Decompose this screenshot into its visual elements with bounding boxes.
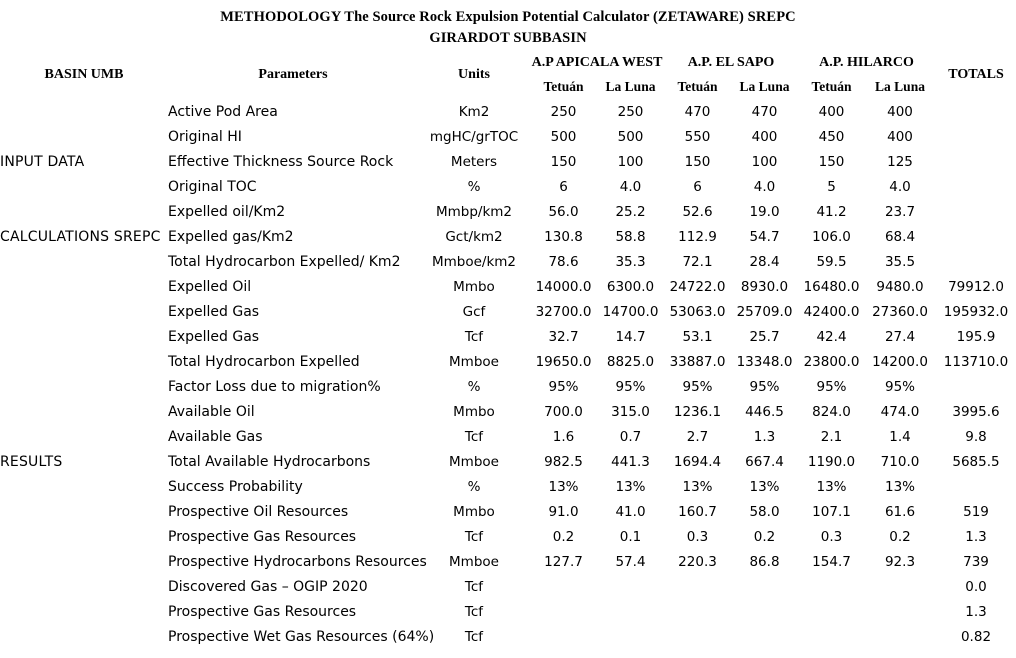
cell-elsapo-tetuan: 72.1 — [682, 253, 713, 270]
column-header-basin-umb: BASIN UMB — [44, 67, 124, 82]
cell-elsapo-laluna: 13% — [749, 478, 780, 495]
table-row — [0, 624, 1016, 649]
parameter-label: Expelled Gas — [168, 328, 260, 345]
cell-total: 3995.6 — [952, 403, 1000, 420]
units-label: Gcf — [462, 303, 486, 320]
cell-elsapo-tetuan: 220.3 — [678, 553, 717, 570]
cell-total: 79912.0 — [948, 278, 1004, 295]
table-row — [0, 374, 1016, 399]
parameter-label: Total Hydrocarbon Expelled/ Km2 — [168, 253, 401, 270]
cell-apicala-tetuan: 95% — [548, 378, 579, 395]
table-row — [0, 124, 1016, 149]
cell-apicala-tetuan — [530, 624, 597, 649]
table-row — [0, 324, 1016, 349]
cell-elsapo-laluna — [731, 624, 798, 649]
cell-apicala-tetuan: 32700.0 — [535, 303, 592, 320]
cell-total: 0.0 — [965, 578, 987, 595]
table-row — [0, 149, 1016, 174]
parameter-label: Total Hydrocarbon Expelled — [168, 353, 360, 370]
section-label — [0, 199, 168, 224]
cell-hilarco-laluna: 0.2 — [889, 528, 911, 545]
section-label: CALCULATIONS SREPC — [0, 228, 161, 245]
table-row — [0, 424, 1016, 449]
parameter-label: Success Probability — [168, 478, 303, 495]
units-label: % — [467, 478, 481, 495]
cell-elsapo-laluna: 19.0 — [749, 203, 780, 220]
page-title: METHODOLOGY The Source Rock Expulsion Potential Calculator (ZETAWARE) SREPC — [220, 9, 796, 25]
cell-apicala-tetuan: 19650.0 — [535, 353, 592, 370]
subcolumn-header-elsapo-laluna: La Luna — [739, 79, 790, 94]
table-row — [0, 599, 1016, 624]
cell-hilarco-tetuan — [798, 574, 865, 599]
cell-apicala-laluna: 8825.0 — [606, 353, 655, 370]
srepc-data-table — [0, 51, 1016, 649]
cell-apicala-laluna: 250 — [617, 103, 644, 120]
section-label — [0, 474, 168, 499]
cell-apicala-tetuan — [530, 574, 597, 599]
cell-hilarco-laluna: 35.5 — [884, 253, 916, 270]
cell-elsapo-laluna: 100 — [751, 153, 778, 170]
section-label — [0, 574, 168, 599]
cell-apicala-laluna: 0.7 — [619, 428, 642, 445]
cell-elsapo-laluna: 86.8 — [749, 553, 780, 570]
cell-hilarco-laluna: 400 — [887, 128, 913, 145]
parameter-label: Expelled Oil — [168, 278, 252, 295]
units-label: Tcf — [464, 578, 484, 595]
cell-hilarco-tetuan: 59.5 — [816, 253, 847, 270]
cell-apicala-tetuan: 14000.0 — [535, 278, 592, 295]
cell-hilarco-tetuan — [798, 624, 865, 649]
table-row — [0, 349, 1016, 374]
cell-hilarco-tetuan: 150 — [818, 153, 845, 170]
cell-total — [935, 99, 1016, 124]
parameter-label: Discovered Gas – OGIP 2020 — [168, 578, 368, 595]
subcolumn-header-hilarco-laluna: La Luna — [875, 79, 925, 94]
table-row — [0, 524, 1016, 549]
cell-apicala-laluna: 0.1 — [619, 528, 642, 545]
cell-hilarco-tetuan: 1190.0 — [807, 453, 856, 470]
cell-hilarco-laluna — [865, 599, 935, 624]
cell-apicala-laluna: 100 — [617, 153, 644, 170]
cell-elsapo-tetuan: 470 — [684, 103, 711, 120]
section-label — [0, 99, 168, 124]
cell-apicala-laluna — [597, 624, 664, 649]
cell-apicala-laluna: 41.0 — [615, 503, 646, 520]
section-label: RESULTS — [0, 453, 63, 470]
cell-hilarco-tetuan: 95% — [816, 378, 847, 395]
cell-elsapo-laluna: 28.4 — [749, 253, 780, 270]
parameter-label: Total Available Hydrocarbons — [168, 453, 371, 470]
section-label — [0, 374, 168, 399]
cell-apicala-tetuan: 56.0 — [548, 203, 579, 220]
cell-hilarco-tetuan: 42.4 — [816, 328, 847, 345]
cell-elsapo-tetuan — [664, 599, 731, 624]
cell-apicala-tetuan: 13% — [548, 478, 579, 495]
cell-apicala-laluna: 441.3 — [611, 453, 650, 470]
parameter-label: Prospective Wet Gas Resources (64%) — [168, 628, 435, 645]
cell-apicala-tetuan: 91.0 — [548, 503, 579, 520]
section-label — [0, 299, 168, 324]
title-block — [0, 0, 1016, 49]
cell-apicala-tetuan: 700.0 — [544, 403, 583, 420]
cell-hilarco-tetuan: 400 — [818, 103, 845, 120]
cell-apicala-laluna: 315.0 — [611, 403, 650, 420]
units-label: mgHC/grTOC — [429, 128, 519, 145]
column-header-units: Units — [458, 67, 490, 82]
section-label — [0, 424, 168, 449]
cell-hilarco-laluna — [865, 624, 935, 649]
table-row — [0, 99, 1016, 124]
subcolumn-header-hilarco-tetuan: Tetuán — [811, 79, 852, 94]
cell-hilarco-laluna: 92.3 — [884, 553, 916, 570]
cell-apicala-tetuan: 1.6 — [552, 428, 575, 445]
section-label — [0, 324, 168, 349]
parameter-label: Available Oil — [168, 403, 255, 420]
units-label: Tcf — [464, 428, 484, 445]
cell-elsapo-laluna: 25709.0 — [736, 303, 793, 320]
section-label — [0, 499, 168, 524]
section-label: INPUT DATA — [0, 153, 85, 170]
cell-hilarco-tetuan: 23800.0 — [803, 353, 860, 370]
section-label — [0, 349, 168, 374]
parameter-label: Prospective Hydrocarbons Resources — [168, 553, 427, 570]
cell-elsapo-tetuan: 1236.1 — [673, 403, 722, 420]
table-body — [0, 99, 1016, 649]
cell-elsapo-laluna — [731, 574, 798, 599]
parameter-label: Expelled gas/Km2 — [168, 228, 294, 245]
cell-hilarco-laluna: 474.0 — [880, 403, 920, 420]
cell-apicala-tetuan: 250 — [550, 103, 577, 120]
cell-elsapo-tetuan: 160.7 — [678, 503, 717, 520]
units-label: Mmbo — [453, 503, 495, 520]
table-row — [0, 299, 1016, 324]
parameter-label: Effective Thickness Source Rock — [168, 153, 394, 170]
cell-total: 195.9 — [956, 328, 996, 345]
cell-total — [935, 224, 1016, 249]
cell-hilarco-tetuan: 5 — [827, 178, 836, 195]
cell-elsapo-laluna: 446.5 — [745, 403, 784, 420]
cell-apicala-tetuan: 0.2 — [552, 528, 575, 545]
parameter-label: Available Gas — [168, 428, 263, 445]
cell-apicala-laluna: 500 — [617, 128, 644, 145]
header-row-groups — [0, 51, 1016, 75]
cell-elsapo-laluna: 95% — [749, 378, 780, 395]
cell-apicala-laluna: 4.0 — [619, 178, 642, 195]
parameter-label: Prospective Gas Resources — [168, 528, 357, 545]
cell-hilarco-tetuan — [798, 599, 865, 624]
cell-elsapo-tetuan — [664, 624, 731, 649]
section-label — [0, 174, 168, 199]
cell-apicala-tetuan: 32.7 — [548, 328, 579, 345]
units-label: Tcf — [464, 603, 484, 620]
table-row — [0, 224, 1016, 249]
cell-apicala-tetuan: 982.5 — [544, 453, 583, 470]
table-row — [0, 274, 1016, 299]
cell-hilarco-laluna: 9480.0 — [876, 278, 924, 295]
cell-apicala-tetuan: 127.7 — [544, 553, 583, 570]
cell-elsapo-laluna: 8930.0 — [740, 278, 789, 295]
units-label: Mmbp/km2 — [435, 203, 513, 220]
cell-hilarco-tetuan: 13% — [816, 478, 847, 495]
units-label: % — [467, 378, 481, 395]
table-row — [0, 199, 1016, 224]
cell-total: 739 — [963, 553, 989, 570]
table-row — [0, 399, 1016, 424]
cell-elsapo-tetuan: 53.1 — [682, 328, 713, 345]
table-row — [0, 474, 1016, 499]
cell-hilarco-laluna: 125 — [887, 153, 913, 170]
parameter-label: Expelled oil/Km2 — [168, 203, 286, 220]
table-row — [0, 249, 1016, 274]
table-row — [0, 549, 1016, 574]
cell-elsapo-laluna: 0.2 — [753, 528, 776, 545]
table-row — [0, 574, 1016, 599]
cell-elsapo-laluna: 470 — [751, 103, 778, 120]
cell-elsapo-tetuan: 550 — [684, 128, 711, 145]
cell-elsapo-laluna: 25.7 — [749, 328, 780, 345]
cell-hilarco-laluna: 710.0 — [880, 453, 920, 470]
cell-elsapo-tetuan: 112.9 — [678, 228, 717, 245]
cell-elsapo-laluna: 667.4 — [745, 453, 784, 470]
cell-total: 5685.5 — [952, 453, 1000, 470]
column-group-header-apicala-west: A.P APICALA WEST — [531, 55, 663, 70]
cell-hilarco-laluna: 13% — [884, 478, 915, 495]
cell-apicala-tetuan: 130.8 — [544, 228, 583, 245]
cell-elsapo-laluna: 4.0 — [753, 178, 776, 195]
cell-hilarco-tetuan: 154.7 — [812, 553, 851, 570]
cell-elsapo-tetuan: 1694.4 — [673, 453, 722, 470]
section-label — [0, 249, 168, 274]
cell-apicala-laluna — [597, 574, 664, 599]
section-label — [0, 549, 168, 574]
cell-hilarco-laluna: 68.4 — [884, 228, 916, 245]
column-group-header-el-sapo: A.P. EL SAPO — [687, 55, 775, 70]
cell-elsapo-tetuan: 150 — [684, 153, 711, 170]
parameter-label: Prospective Gas Resources — [168, 603, 357, 620]
cell-apicala-laluna: 58.8 — [615, 228, 646, 245]
cell-elsapo-tetuan: 52.6 — [682, 203, 713, 220]
cell-apicala-tetuan: 150 — [550, 153, 577, 170]
section-label — [0, 624, 168, 649]
subcolumn-header-apicala-tetuan: Tetuán — [543, 79, 584, 94]
units-label: Mmbo — [453, 403, 495, 420]
cell-hilarco-laluna: 1.4 — [889, 428, 911, 445]
cell-apicala-laluna: 6300.0 — [606, 278, 655, 295]
cell-apicala-laluna: 14700.0 — [602, 303, 659, 320]
cell-total: 1.3 — [965, 528, 987, 545]
cell-hilarco-laluna — [865, 574, 935, 599]
section-label — [0, 524, 168, 549]
cell-hilarco-laluna: 61.6 — [884, 503, 916, 520]
cell-elsapo-laluna: 54.7 — [749, 228, 780, 245]
cell-hilarco-laluna: 23.7 — [884, 203, 916, 220]
cell-apicala-tetuan — [530, 599, 597, 624]
cell-hilarco-tetuan: 106.0 — [812, 228, 851, 245]
cell-hilarco-laluna: 14200.0 — [872, 353, 928, 370]
parameter-label: Original HI — [168, 128, 242, 145]
section-label — [0, 124, 168, 149]
cell-apicala-laluna: 14.7 — [615, 328, 646, 345]
units-label: Tcf — [464, 628, 484, 645]
cell-elsapo-tetuan: 0.3 — [686, 528, 709, 545]
cell-hilarco-tetuan: 42400.0 — [803, 303, 860, 320]
cell-apicala-laluna: 57.4 — [615, 553, 646, 570]
cell-total: 195932.0 — [943, 303, 1009, 320]
cell-total — [935, 124, 1016, 149]
cell-apicala-laluna: 25.2 — [615, 203, 646, 220]
cell-total — [935, 249, 1016, 274]
cell-total — [935, 474, 1016, 499]
cell-apicala-laluna: 35.3 — [615, 253, 646, 270]
units-label: Km2 — [458, 103, 490, 120]
cell-elsapo-tetuan: 95% — [682, 378, 713, 395]
cell-total: 9.8 — [965, 428, 987, 445]
cell-elsapo-tetuan — [664, 574, 731, 599]
cell-hilarco-laluna: 4.0 — [889, 178, 911, 195]
units-label: % — [467, 178, 481, 195]
cell-elsapo-tetuan: 24722.0 — [669, 278, 726, 295]
cell-hilarco-tetuan: 824.0 — [812, 403, 851, 420]
table-header — [0, 51, 1016, 99]
units-label: Gct/km2 — [445, 228, 503, 245]
cell-total — [935, 199, 1016, 224]
cell-elsapo-laluna: 13348.0 — [736, 353, 793, 370]
column-header-totals: TOTALS — [948, 67, 1004, 82]
cell-elsapo-laluna: 400 — [751, 128, 778, 145]
cell-total: 519 — [963, 503, 989, 520]
cell-hilarco-laluna: 27.4 — [884, 328, 916, 345]
cell-total: 113710.0 — [943, 353, 1009, 370]
cell-apicala-laluna: 95% — [615, 378, 646, 395]
units-label: Meters — [450, 153, 498, 170]
cell-elsapo-laluna: 1.3 — [753, 428, 776, 445]
units-label: Mmboe — [449, 353, 499, 370]
cell-hilarco-tetuan: 0.3 — [820, 528, 843, 545]
units-label: Tcf — [464, 328, 484, 345]
cell-total: 0.82 — [960, 628, 992, 645]
parameter-label: Active Pod Area — [168, 103, 278, 120]
units-label: Mmboe/km2 — [431, 253, 517, 270]
cell-hilarco-laluna: 400 — [887, 103, 913, 120]
parameter-label: Prospective Oil Resources — [168, 503, 349, 520]
units-label: Mmboe — [449, 453, 499, 470]
cell-hilarco-tetuan: 450 — [818, 128, 845, 145]
cell-apicala-laluna — [597, 599, 664, 624]
cell-total — [935, 149, 1016, 174]
cell-elsapo-tetuan: 6 — [693, 178, 702, 195]
cell-total — [935, 374, 1016, 399]
units-label: Tcf — [464, 528, 484, 545]
cell-elsapo-tetuan: 33887.0 — [669, 353, 726, 370]
cell-apicala-laluna: 13% — [615, 478, 646, 495]
parameter-label: Factor Loss due to migration% — [168, 378, 381, 395]
cell-hilarco-laluna: 95% — [884, 378, 915, 395]
table-row — [0, 499, 1016, 524]
cell-elsapo-tetuan: 2.7 — [686, 428, 709, 445]
subcolumn-header-elsapo-tetuan: Tetuán — [677, 79, 718, 94]
cell-hilarco-tetuan: 107.1 — [812, 503, 851, 520]
section-label — [0, 399, 168, 424]
parameter-label: Expelled Gas — [168, 303, 260, 320]
cell-apicala-tetuan: 500 — [550, 128, 577, 145]
cell-total — [935, 174, 1016, 199]
section-label — [0, 274, 168, 299]
cell-elsapo-tetuan: 13% — [682, 478, 713, 495]
cell-total: 1.3 — [965, 603, 987, 620]
cell-elsapo-laluna: 58.0 — [749, 503, 780, 520]
table-row — [0, 174, 1016, 199]
cell-apicala-tetuan: 78.6 — [548, 253, 579, 270]
units-label: Mmboe — [449, 553, 499, 570]
column-group-header-hilarco: A.P. HILARCO — [819, 55, 914, 70]
cell-apicala-tetuan: 6 — [559, 178, 568, 195]
cell-hilarco-tetuan: 2.1 — [820, 428, 843, 445]
column-header-parameters: Parameters — [258, 67, 328, 82]
page-subtitle: GIRARDOT SUBBASIN — [429, 30, 587, 46]
cell-hilarco-tetuan: 41.2 — [816, 203, 847, 220]
parameter-label: Original TOC — [168, 178, 257, 195]
cell-hilarco-tetuan: 16480.0 — [803, 278, 860, 295]
subcolumn-header-apicala-laluna: La Luna — [605, 79, 656, 94]
cell-elsapo-laluna — [731, 599, 798, 624]
table-row — [0, 449, 1016, 474]
cell-elsapo-tetuan: 53063.0 — [669, 303, 726, 320]
units-label: Mmbo — [453, 278, 495, 295]
section-label — [0, 599, 168, 624]
cell-hilarco-laluna: 27360.0 — [872, 303, 928, 320]
